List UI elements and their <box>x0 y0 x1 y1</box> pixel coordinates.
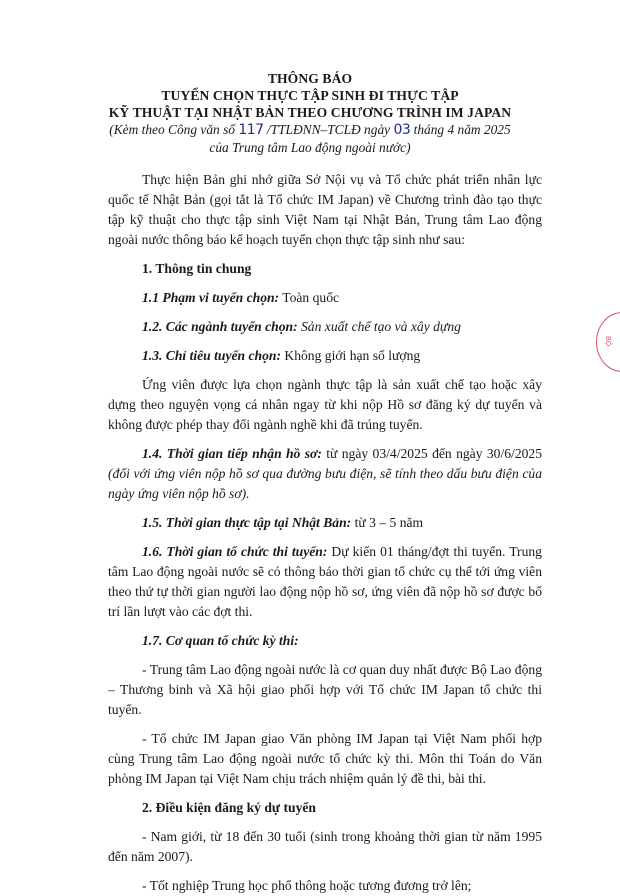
handwritten-doc-number: 117 <box>238 122 264 138</box>
reference-line-2: của Trung tâm Lao động ngoài nước) <box>209 140 411 155</box>
reference-line-1 <box>0 121 620 139</box>
item-1-3-label: 1.3. Chỉ tiêu tuyển chọn: <box>142 348 281 363</box>
item-1-5 <box>108 513 542 533</box>
reference-text-c: tháng 4 năm 2025 <box>410 122 511 137</box>
item-1-7-paragraph-1: - Trung tâm Lao động ngoài nước là cơ quan duy nhất được Bộ Lao động – Thương binh và Xã hội giao phối hợp với Tổ chức IM Japan tổ chức thi tuyển. <box>108 662 542 717</box>
reference-text-b: /TTLĐNN–TCLĐ ngày <box>263 122 394 137</box>
item-1-7-heading <box>108 631 542 651</box>
item-1-2-value: Sản xuất chế tạo và xây dựng <box>297 319 461 334</box>
section-1-heading: 1. Thông tin chung <box>142 261 252 276</box>
item-1-6-value: Dự kiến 01 tháng/đợt thi tuyển. Trung tâm Lao động ngoài nước sẽ có thông báo thời gian tổ chức cụ thể tới ứng viên theo thứ tự thời gian người lao động nộp hồ sơ, ứng viên đã nộp hồ sơ được bố trí lần lượt vào các đợt thi. <box>108 544 542 619</box>
document-body <box>108 170 542 896</box>
item-1-5-label: 1.5. Thời gian thực tập tại Nhật Bản: <box>142 515 352 530</box>
item-1-4-value: từ ngày 03/4/2025 đến ngày 30/6/2025 <box>321 446 543 461</box>
item-1-1-label: 1.1 Phạm vi tuyển chọn: <box>142 290 280 305</box>
condition-education: - Tốt nghiệp Trung học phổ thông hoặc tương đương trở lên; <box>142 878 472 893</box>
item-1-2-label: 1.2. Các ngành tuyển chọn: <box>142 319 298 334</box>
item-1-3 <box>108 346 542 366</box>
document-title: THÔNG BÁO <box>267 71 353 86</box>
item-1-1-value: Toàn quốc <box>279 290 340 305</box>
item-1-2 <box>108 317 542 337</box>
item-1-4-note: (đối với ứng viên nộp hồ sơ qua đường bưu điện, sẽ tính theo dấu bưu điện của ngày ứng viên nộp hồ sơ). <box>108 466 542 501</box>
item-1-3-note: Ứng viên được lựa chọn ngành thực tập là sản xuất chế tạo hoặc xây dựng theo nguyện vọng cá nhân ngay từ khi nộp Hồ sơ đăng ký dự tuyển và không được phép thay đổi ngành nghề khi đã trúng tuyển. <box>108 377 542 432</box>
item-1-6-label: 1.6. Thời gian tổ chức thi tuyển: <box>142 544 328 559</box>
document-header <box>0 70 620 156</box>
item-1-5-value: từ 3 – 5 năm <box>351 515 424 530</box>
reference-text-a: (Kèm theo Công văn số <box>109 122 239 137</box>
item-1-7-label: 1.7. Cơ quan tổ chức kỳ thi: <box>142 633 299 648</box>
stamp-text: BỘ <box>604 335 613 347</box>
item-1-1 <box>108 288 542 308</box>
item-1-7-paragraph-2: - Tổ chức IM Japan giao Văn phòng IM Japan tại Việt Nam phối hợp cùng Trung tâm Lao động ngoài nước tổ chức kỳ thi. Môn thi Toán do Văn phòng IM Japan tại Việt Nam chịu trách nhiệm quản lý đề thi, bài thi. <box>108 731 542 786</box>
section-2-heading: 2. Điều kiện đăng ký dự tuyển <box>142 800 316 815</box>
condition-age: - Nam giới, từ 18 đến 30 tuổi (sinh trong khoảng thời gian từ năm 1995 đến năm 2007). <box>108 829 542 864</box>
handwritten-day: 03 <box>393 122 411 138</box>
official-stamp-icon <box>596 312 620 372</box>
item-1-3-value: Không giới hạn số lượng <box>280 348 421 363</box>
item-1-6 <box>108 542 542 622</box>
item-1-4-label: 1.4. Thời gian tiếp nhận hồ sơ: <box>142 446 322 461</box>
title-line-2: TUYỂN CHỌN THỰC TẬP SINH ĐI THỰC TẬP <box>161 88 459 103</box>
item-1-4 <box>108 444 542 504</box>
title-line-3: KỸ THUẬT TẠI NHẬT BẢN THEO CHƯƠNG TRÌNH IM JAPAN <box>108 105 512 120</box>
intro-paragraph: Thực hiện Bản ghi nhớ giữa Sở Nội vụ và Tổ chức phát triển nhân lực quốc tế Nhật Bản (gọi tắt là Tổ chức IM Japan) về Chương trình đào tạo thực tập kỹ thuật cho thực tập sinh Việt Nam tại Nhật Bản, Trung tâm Lao động ngoài nước thông báo kế hoạch tuyển chọn thực tập sinh như sau: <box>108 172 542 247</box>
